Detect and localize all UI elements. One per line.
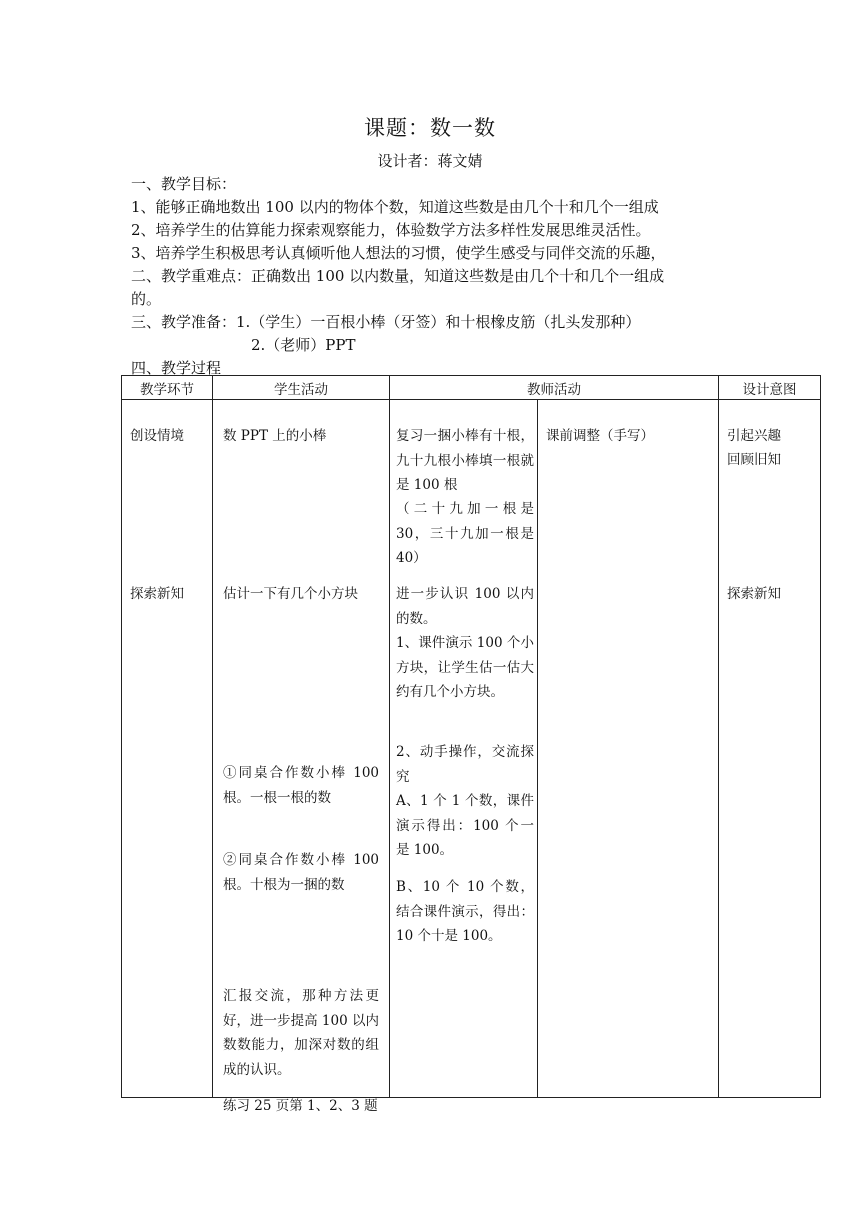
objective-3: 3、培养学生积极思考认真倾听他人想法的习惯，使学生感受与同伴交流的乐趣， — [131, 244, 666, 262]
teacher-activity-7: B、10 个 10 个数，结合课件演示，得出：10 个十是 100。 — [396, 879, 534, 944]
student-activity-2: 估计一下有几个小方块 — [223, 586, 358, 602]
student-activity-5: 汇报交流，那种方法更好，进一步提高 100 以内数数能力，加深对数的组成的认识。 — [223, 988, 379, 1078]
student-activity-3: ①同桌合作数小棒 100 根。一根一根的数 — [223, 765, 379, 806]
key-points: 二、教学重难点：正确数出 100 以内数量，知道这些数是由几个十和几个一组成 — [131, 267, 665, 285]
student-activity-6: 练习 25 页第 1、2、3 题 — [223, 1098, 378, 1114]
intent-2: 回顾旧知 — [727, 452, 781, 468]
header-stage: 教学环节 — [122, 376, 213, 400]
teaching-process-table — [121, 375, 821, 1114]
header-design-intent: 设计意图 — [719, 376, 821, 400]
designer-line: 设计者：蒋文婧 — [377, 152, 483, 170]
stage-column — [122, 400, 213, 1098]
preparation-teacher: 2.（老师）PPT — [251, 336, 356, 354]
lesson-body — [131, 173, 731, 380]
teacher-activity-1: 复习一捆小棒有十根，九十九根小棒填一根就是 100 根 — [396, 428, 534, 493]
stage-create-situation: 创设情境 — [130, 428, 184, 444]
table-row — [122, 400, 821, 1098]
intent-3: 探索新知 — [727, 586, 781, 602]
stage-explore-new: 探索新知 — [130, 586, 184, 602]
objective-1: 1、能够正确地数出 100 以内的物体个数，知道这些数是由几个十和几个一组成 — [131, 198, 659, 216]
teacher-activity-4: 1、课件演示 100 个小方块，让学生估一估大约有几个小方块。 — [396, 635, 534, 700]
preparation: 三、教学准备：1.（学生）一百根小棒（牙签）和十根橡皮筋（扎头发那种） — [131, 313, 641, 331]
adjustment-column — [538, 400, 719, 1098]
teacher-activity-2: （二十九加一根是30，三十九加一根是40） — [396, 501, 534, 566]
page-title: 课题：数一数 — [364, 116, 496, 140]
process-heading: 四、教学过程 — [131, 359, 222, 377]
teacher-activity-6: A、1 个 1 个数，课件演示得出：100 个一是 100。 — [396, 793, 534, 858]
intent-1: 引起兴趣 — [727, 428, 781, 444]
student-activity-4: ②同桌合作数小棒 100 根。十根为一捆的数 — [223, 852, 379, 893]
header-teacher-activity: 教师活动 — [390, 376, 719, 400]
objective-2: 2、培养学生的估算能力探索观察能力，体验数学方法多样性发展思维灵活性。 — [131, 221, 651, 239]
table-header-row — [122, 376, 821, 400]
teacher-activity-column — [390, 400, 538, 1098]
key-points-continued: 的。 — [131, 290, 162, 308]
objectives-heading: 一、教学目标： — [131, 175, 237, 193]
header-student-activity: 学生活动 — [213, 376, 390, 400]
teacher-activity-5: 2、动手操作，交流探究 — [396, 744, 534, 785]
student-activity-column — [213, 400, 390, 1114]
student-activity-1: 数 PPT 上的小棒 — [223, 428, 327, 444]
teacher-activity-3: 进一步认识 100 以内的数。 — [396, 586, 534, 627]
design-intent-column — [719, 400, 821, 1098]
pre-class-adjustment: 课前调整（手写） — [546, 428, 654, 444]
